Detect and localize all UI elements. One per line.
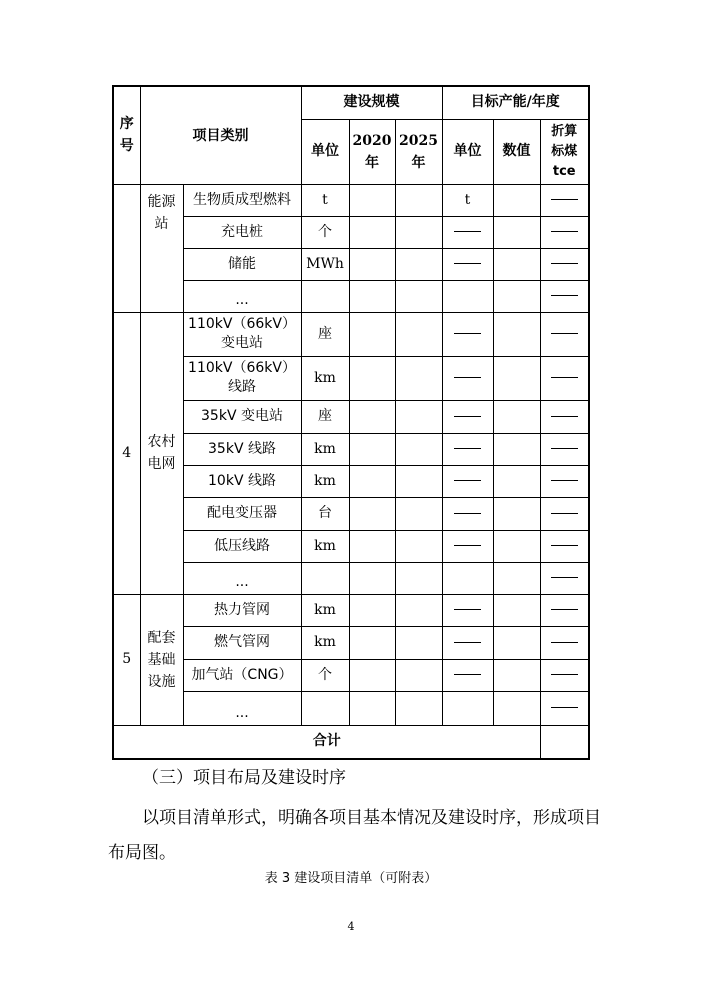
item-unit: 座 <box>301 400 349 433</box>
target-unit <box>442 216 493 248</box>
target-value <box>493 216 540 248</box>
target-conversion <box>540 312 589 356</box>
target-conversion <box>540 216 589 248</box>
table-row <box>113 465 589 497</box>
table-row <box>113 312 589 356</box>
target-conversion <box>540 497 589 530</box>
value-2025 <box>395 562 442 594</box>
target-conversion <box>540 530 589 562</box>
page-number: 4 <box>347 920 355 933</box>
target-unit <box>442 659 493 691</box>
table-row <box>113 216 589 248</box>
header-target-unit: 单位 <box>442 119 493 184</box>
dash-mark <box>454 416 481 417</box>
target-value <box>493 530 540 562</box>
item-unit: 个 <box>301 216 349 248</box>
target-value <box>493 184 540 216</box>
header-conversion: 折算 标煤 tce <box>540 119 589 184</box>
dash-mark <box>551 480 578 481</box>
item-label: 配电变压器 <box>183 497 301 530</box>
item-label: 低压线路 <box>183 530 301 562</box>
target-conversion <box>540 594 589 626</box>
target-conversion <box>540 184 589 216</box>
value-2020 <box>349 562 395 594</box>
target-unit: t <box>442 184 493 216</box>
value-2025 <box>395 497 442 530</box>
table-row <box>113 562 589 594</box>
target-unit <box>442 356 493 400</box>
value-2020 <box>349 184 395 216</box>
target-unit <box>442 248 493 280</box>
item-unit <box>301 691 349 725</box>
target-conversion <box>540 626 589 659</box>
dash-mark <box>551 231 578 232</box>
target-value <box>493 433 540 465</box>
target-conversion <box>540 248 589 280</box>
table-row <box>113 280 589 312</box>
project-list-table <box>112 85 590 760</box>
dash-mark <box>454 448 481 449</box>
group-name: 能源 站 <box>140 184 183 312</box>
target-value <box>493 400 540 433</box>
section-heading: （三）项目布局及建设时序 <box>142 768 346 788</box>
target-value <box>493 356 540 400</box>
value-2020 <box>349 280 395 312</box>
target-value <box>493 312 540 356</box>
target-unit <box>442 530 493 562</box>
target-value <box>493 659 540 691</box>
item-unit: km <box>301 465 349 497</box>
item-unit: km <box>301 356 349 400</box>
dash-mark <box>551 513 578 514</box>
item-label: ... <box>183 562 301 594</box>
target-value <box>493 497 540 530</box>
value-2020 <box>349 312 395 356</box>
value-2020 <box>349 433 395 465</box>
header-value: 数值 <box>493 119 540 184</box>
target-unit <box>442 594 493 626</box>
group-number: 5 <box>113 594 140 725</box>
value-2025 <box>395 312 442 356</box>
group-number: 4 <box>113 312 140 594</box>
item-label: 110kV（66kV） 线路 <box>183 356 301 400</box>
item-unit: 个 <box>301 659 349 691</box>
target-unit <box>442 562 493 594</box>
item-unit: MWh <box>301 248 349 280</box>
table-row <box>113 433 589 465</box>
item-label: 10kV 线路 <box>183 465 301 497</box>
item-label: 35kV 变电站 <box>183 400 301 433</box>
item-unit <box>301 280 349 312</box>
table-row <box>113 497 589 530</box>
value-2025 <box>395 248 442 280</box>
table-row <box>113 626 589 659</box>
header-target: 目标产能/年度 <box>442 86 589 119</box>
target-value <box>493 248 540 280</box>
value-2020 <box>349 400 395 433</box>
value-2020 <box>349 530 395 562</box>
target-conversion <box>540 562 589 594</box>
target-value <box>493 280 540 312</box>
value-2025 <box>395 184 442 216</box>
item-unit: km <box>301 594 349 626</box>
value-2020 <box>349 594 395 626</box>
target-unit <box>442 497 493 530</box>
target-value <box>493 626 540 659</box>
header-2025: 2025 年 <box>395 119 442 184</box>
target-unit <box>442 400 493 433</box>
item-unit: km <box>301 530 349 562</box>
item-label: 热力管网 <box>183 594 301 626</box>
item-label: 生物质成型燃料 <box>183 184 301 216</box>
header-category: 项目类别 <box>140 86 301 184</box>
header-scale: 建设规模 <box>301 86 442 119</box>
item-unit: km <box>301 626 349 659</box>
table-row <box>113 248 589 280</box>
header-unit: 单位 <box>301 119 349 184</box>
table-row <box>113 184 589 216</box>
group-name: 配套 基础 设施 <box>140 594 183 725</box>
dash-mark <box>454 263 481 264</box>
item-label: 充电桩 <box>183 216 301 248</box>
value-2020 <box>349 691 395 725</box>
table-row <box>113 594 589 626</box>
table-row <box>113 659 589 691</box>
item-unit: 台 <box>301 497 349 530</box>
total-row <box>113 725 589 759</box>
item-unit <box>301 562 349 594</box>
target-unit <box>442 626 493 659</box>
value-2025 <box>395 400 442 433</box>
value-2025 <box>395 594 442 626</box>
item-unit: t <box>301 184 349 216</box>
dash-mark <box>551 295 578 296</box>
dash-mark <box>454 545 481 546</box>
table-row <box>113 530 589 562</box>
dash-mark <box>454 674 481 675</box>
dash-mark <box>454 231 481 232</box>
value-2020 <box>349 626 395 659</box>
table-caption: 表 3 建设项目清单（可附表） <box>264 871 438 886</box>
item-label: ... <box>183 691 301 725</box>
dash-mark <box>551 416 578 417</box>
dash-mark <box>454 513 481 514</box>
value-2020 <box>349 465 395 497</box>
group-number <box>113 184 140 312</box>
dash-mark <box>454 377 481 378</box>
value-2025 <box>395 626 442 659</box>
target-conversion <box>540 691 589 725</box>
target-conversion <box>540 280 589 312</box>
dash-mark <box>551 674 578 675</box>
target-value <box>493 691 540 725</box>
item-label: ... <box>183 280 301 312</box>
group-name: 农村 电网 <box>140 312 183 594</box>
item-label: 加气站（CNG） <box>183 659 301 691</box>
value-2025 <box>395 433 442 465</box>
target-unit <box>442 691 493 725</box>
dash-mark <box>454 642 481 643</box>
dash-mark <box>551 377 578 378</box>
target-conversion <box>540 400 589 433</box>
item-label: 35kV 线路 <box>183 433 301 465</box>
dash-mark <box>454 333 481 334</box>
target-value <box>493 465 540 497</box>
target-unit <box>442 465 493 497</box>
dash-mark <box>551 577 578 578</box>
value-2025 <box>395 465 442 497</box>
value-2020 <box>349 356 395 400</box>
value-2020 <box>349 659 395 691</box>
table-row <box>113 691 589 725</box>
target-unit <box>442 433 493 465</box>
item-label: 110kV（66kV） 变电站 <box>183 312 301 356</box>
table-row <box>113 400 589 433</box>
item-label: 燃气管网 <box>183 626 301 659</box>
dash-mark <box>551 609 578 610</box>
value-2025 <box>395 530 442 562</box>
target-value <box>493 562 540 594</box>
target-conversion <box>540 659 589 691</box>
target-value <box>493 594 540 626</box>
value-2020 <box>349 248 395 280</box>
dash-mark <box>454 480 481 481</box>
body-paragraph: 以项目清单形式，明确各项目基本情况及建设时序，形成项目布局图。 <box>108 808 601 863</box>
dash-mark <box>551 263 578 264</box>
value-2020 <box>349 497 395 530</box>
item-unit: 座 <box>301 312 349 356</box>
target-conversion <box>540 465 589 497</box>
value-2020 <box>349 216 395 248</box>
target-unit <box>442 312 493 356</box>
value-2025 <box>395 280 442 312</box>
value-2025 <box>395 216 442 248</box>
item-unit: km <box>301 433 349 465</box>
dash-mark <box>551 448 578 449</box>
value-2025 <box>395 691 442 725</box>
item-label: 储能 <box>183 248 301 280</box>
value-2025 <box>395 659 442 691</box>
target-unit <box>442 280 493 312</box>
total-label: 合计 <box>113 725 540 759</box>
table-row <box>113 356 589 400</box>
dash-mark <box>551 199 578 200</box>
value-2025 <box>395 356 442 400</box>
header-2020: 2020 年 <box>349 119 395 184</box>
dash-mark <box>551 707 578 708</box>
target-conversion <box>540 356 589 400</box>
target-conversion <box>540 433 589 465</box>
header-seq: 序 号 <box>113 86 140 184</box>
total-value <box>540 725 589 759</box>
dash-mark <box>551 642 578 643</box>
dash-mark <box>454 609 481 610</box>
dash-mark <box>551 545 578 546</box>
dash-mark <box>551 333 578 334</box>
